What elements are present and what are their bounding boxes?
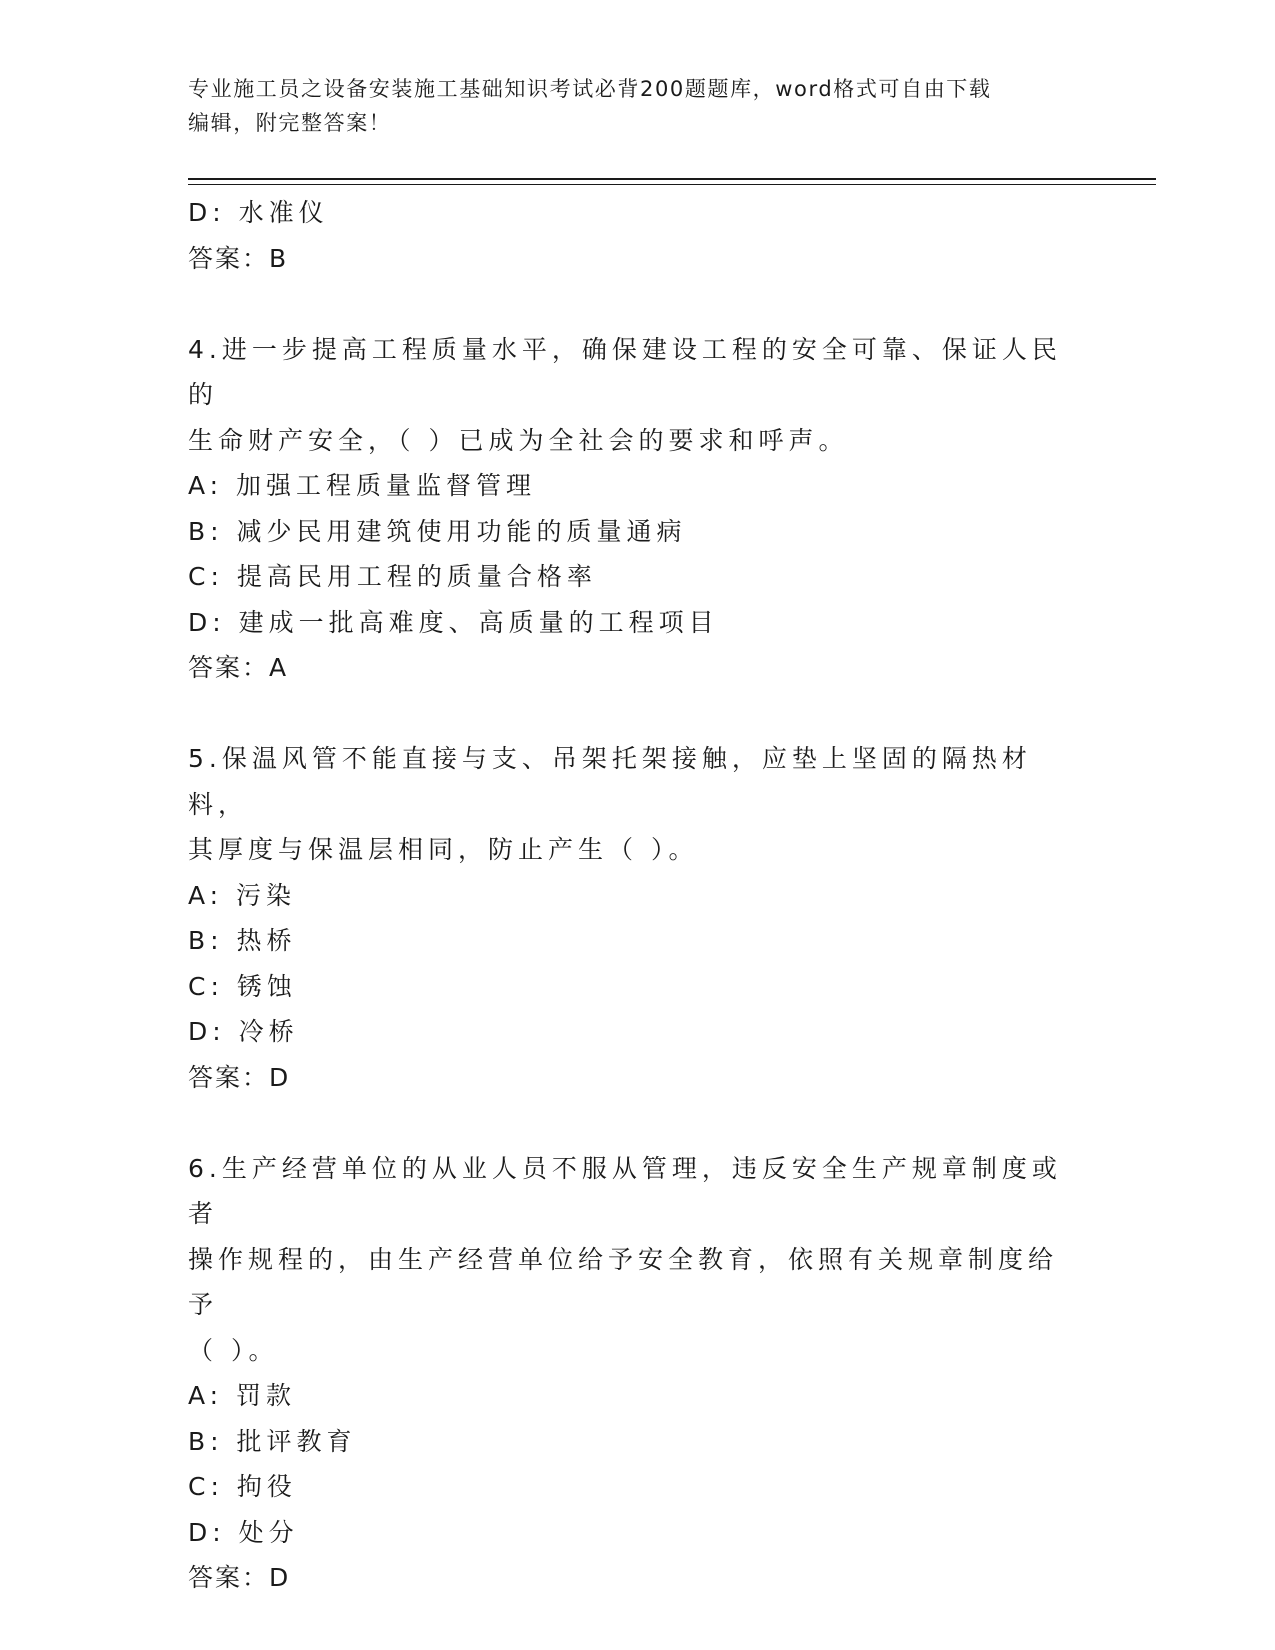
question-text-line: 4.进一步提高工程质量水平，确保建设工程的安全可靠、保证人民的 [188, 334, 1062, 409]
option-d: D: 处分 [188, 1517, 299, 1547]
option-b: B: 减少民用建筑使用功能的质量通病 [188, 516, 687, 546]
question-text-line: 生命财产安全，（ ）已成为全社会的要求和呼声。 [188, 425, 849, 455]
spacer [188, 281, 1068, 327]
header-title-line-2: 编辑，附完整答案！ [188, 111, 392, 135]
header-divider-thin [188, 184, 1156, 185]
option-d: D: 冷桥 [188, 1017, 299, 1046]
answer: 答案：B [188, 243, 289, 273]
option-d: D: 水准仪 [188, 198, 329, 227]
option-a: A: 罚款 [188, 1381, 297, 1410]
spacer [188, 691, 1068, 737]
option-a: A: 污染 [188, 880, 297, 910]
question-text-line: 5.保温风管不能直接与支、吊架托架接触，应垫上坚固的隔热材料， [188, 744, 1032, 819]
question-text-line: 6.生产经营单位的从业人员不服从管理，违反安全生产规章制度或者 [188, 1153, 1062, 1228]
option-d: D: 建成一批高难度、高质量的工程项目 [188, 607, 719, 637]
question-5 [188, 736, 1068, 1100]
option-a: A: 加强工程质量监督管理 [188, 471, 537, 500]
question-text-line: 其厚度与保温层相同，防止产生（ ）。 [188, 835, 699, 864]
question-3-continued [188, 190, 1068, 281]
answer: 答案：D [188, 1062, 291, 1092]
header-divider-thick [188, 178, 1156, 180]
answer: 答案：D [188, 1563, 291, 1592]
question-text-line: 操作规程的，由生产经营单位给予安全教育，依照有关规章制度给予 [188, 1244, 1059, 1319]
option-b: B: 批评教育 [188, 1426, 357, 1456]
question-list [188, 190, 1068, 1601]
question-text-line: （ ）。 [188, 1335, 279, 1365]
option-c: C: 提高民用工程的质量合格率 [188, 562, 597, 591]
option-c: C: 拘役 [188, 1472, 297, 1501]
question-6 [188, 1146, 1068, 1601]
question-4 [188, 327, 1068, 691]
spacer [188, 1100, 1068, 1146]
option-c: C: 锈蚀 [188, 971, 297, 1001]
answer: 答案：A [188, 653, 289, 682]
option-b: B: 热桥 [188, 926, 297, 955]
document-header [188, 72, 1108, 140]
header-title-line-1: 专业施工员之设备安装施工基础知识考试必背200题题库，word格式可自由下载 [188, 77, 992, 101]
